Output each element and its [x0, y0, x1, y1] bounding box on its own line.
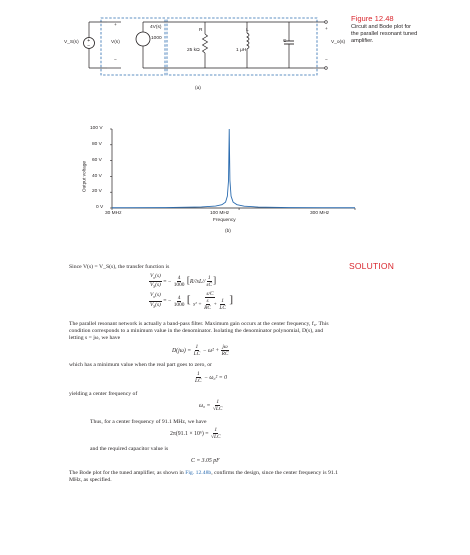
equation-center-frequency: 2π(91.1 × 10⁶) = $\frac{1}{√LC}$	[170, 427, 221, 440]
source-label: V_S(s)	[64, 40, 79, 45]
output-label: V_o(s)	[331, 40, 346, 45]
output-plus: +	[325, 27, 328, 32]
input-label: V(s)	[111, 40, 120, 45]
bode-text-b: , confirms the design, since the center frequency is 91.1 MHz, as specified.	[69, 470, 338, 484]
figure-link[interactable]: Fig. 12.48b	[185, 470, 212, 476]
equation-capacitor: C = 3.05 pF	[191, 458, 220, 464]
svg-text:−: −	[87, 43, 91, 50]
inductor-value: 1 μH	[236, 48, 247, 53]
response-curve	[112, 129, 355, 208]
paragraph-bode	[69, 470, 339, 484]
equation-transfer-2: $\frac{V_o(s)}{V_S(s)}$ = − $\frac{4}{1000}$ [ s/C s² + $\frac{s}{RC}$ + $\frac{1}{LC}$ ]	[150, 291, 234, 311]
paragraph-minimum: which has a minimum value when the real part goes to zero, or	[69, 362, 212, 368]
subfigure-b-label: (b)	[225, 229, 231, 234]
paragraph-center: yielding a center frequency of	[69, 391, 138, 397]
capacitor-label: C	[283, 39, 287, 44]
y-tick-label: 40 V	[92, 174, 102, 179]
input-plus: +	[114, 23, 117, 28]
eq-zero-text: − ω₀² = 0	[204, 374, 227, 381]
y-tick-label: 60 V	[92, 158, 102, 163]
paragraph-bandpass: The parallel resonant network is actually a band-pass filter. Maximum gain occurs at the center frequency, f₀. This condition corresponds to a minimum value in the denominator. Isolating the denominator polynomial, D(s), and letting s = jω, we have	[69, 321, 329, 342]
x-tick-label: 100 MHz	[210, 211, 230, 216]
eq-omega-label: ω₀ =	[199, 402, 211, 409]
paragraph-thus: Thus, for a center frequency of 91.1 MHz, we have	[90, 419, 207, 425]
y-tick-label: 20 V	[92, 189, 102, 194]
inductor-label: L	[246, 28, 249, 33]
y-tick-label: 80 V	[92, 142, 102, 147]
resistor-label: R	[199, 28, 203, 33]
figure-title: Figure 12.48	[351, 14, 394, 23]
paragraph-capacitor: and the required capacitor value is	[90, 446, 169, 452]
bode-text-a: The Bode plot for the tuned amplifier, as shown in	[69, 470, 186, 476]
equation-real-zero: $\frac{1}{LC}$ − ω₀² = 0	[195, 371, 227, 384]
output-minus: −	[325, 58, 328, 63]
solution-heading: SOLUTION	[349, 261, 395, 271]
x-axis-label: Frequency	[213, 218, 236, 223]
equation-transfer-1: $\frac{V_o(s)}{V_S(s)}$ = − $\frac{4}{1000}$ [R//sL// $\frac{1}{sC}$ ]	[150, 273, 217, 290]
eq-center-text: 2π(91.1 × 10⁶) =	[170, 430, 209, 437]
x-tick-label: 30 MHz	[105, 211, 122, 216]
y-axis-label: Output voltage	[82, 160, 88, 193]
paragraph-transfer: Since V(s) = V_S(s), the transfer function is	[69, 264, 170, 270]
input-minus: −	[114, 58, 117, 63]
caption-line: Circuit and Bode plot for	[351, 24, 412, 30]
y-tick-label: 0 V	[96, 205, 104, 210]
resistor-value: 25 kΩ	[187, 48, 200, 53]
equation-denominator: D(jω) = $\frac{1}{LC}$ − ω² + $\frac{j\omega}{RC}$	[172, 344, 229, 357]
caption-line: amplifier.	[351, 38, 374, 44]
subfigure-a-label: (a)	[195, 86, 201, 91]
caption-line: the parallel resonant tuned	[351, 31, 418, 37]
y-tick-label: 100 V	[90, 126, 103, 131]
equation-omega0: ω₀ = $\frac{1}{√LC}$	[199, 399, 223, 412]
svg-text:+: +	[87, 37, 91, 44]
vcvs-label: 4V(s)	[150, 25, 162, 30]
eq-d-label: D(jω) =	[172, 347, 192, 354]
gain-label: 1000	[151, 36, 162, 41]
x-tick-label: 300 MHz	[310, 211, 330, 216]
